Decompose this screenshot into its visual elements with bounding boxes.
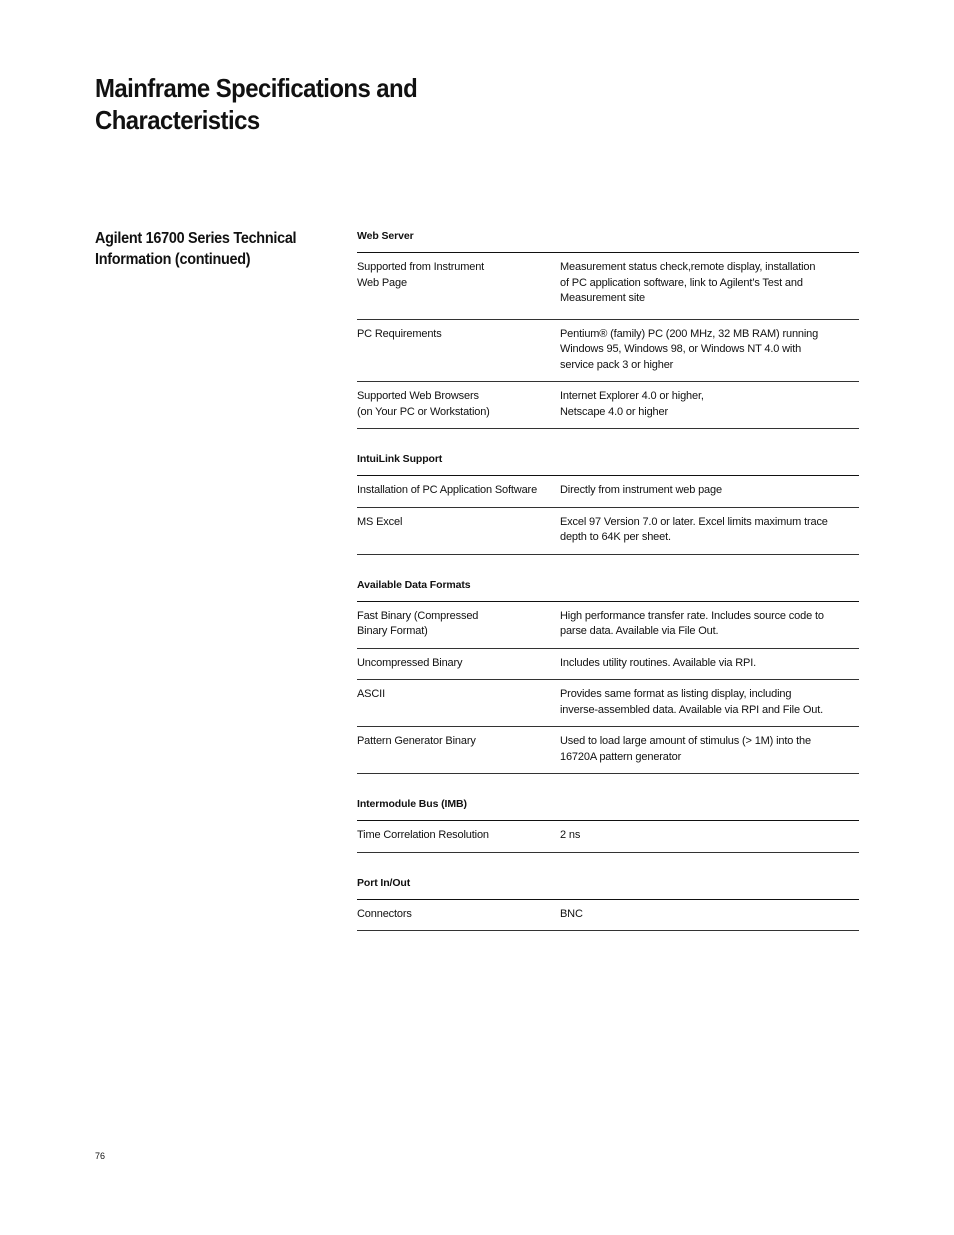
side-heading: Agilent 16700 Series Technical Information (continued) <box>95 230 297 268</box>
table-row <box>357 476 859 508</box>
table-row <box>357 320 859 383</box>
row-value: 2 ns <box>560 829 581 841</box>
row-value: Provides same format as listing display, including inverse-assembled data. Available via RPI and File Out. <box>560 688 824 716</box>
section-intermodule-bus <box>357 796 859 853</box>
row-label: Uncompressed Binary <box>357 656 463 669</box>
row-label: Connectors <box>357 907 412 920</box>
row-label: PC Requirements <box>357 327 442 340</box>
table-row <box>357 253 859 320</box>
row-value: High performance transfer rate. Includes source code to parse data. Available via File Out. <box>560 609 824 637</box>
table-row <box>357 680 859 727</box>
row-value: Excel 97 Version 7.0 or later. Excel limits maximum trace depth to 64K per sheet. <box>560 515 828 543</box>
section-title: Available Data Formats <box>357 577 859 602</box>
row-value: Pentium® (family) PC (200 MHz, 32 MB RAM) running Windows 95, Windows 98, or Windows NT 4.0 with service pack 3 or higher <box>560 327 819 371</box>
table-row <box>357 900 859 932</box>
row-label: Supported from Instrument Web Page <box>357 261 485 289</box>
row-label: Installation of PC Application Software <box>357 484 538 496</box>
table-row <box>357 508 859 555</box>
row-value: Directly from instrument web page <box>560 484 722 496</box>
page-title: Mainframe Specifications and Characteristics <box>95 73 418 135</box>
section-title: Intermodule Bus (IMB) <box>357 796 859 821</box>
row-label: Time Correlation Resolution <box>357 829 489 841</box>
row-label: Fast Binary (Compressed Binary Format) <box>357 609 479 637</box>
row-label: Supported Web Browsers (on Your PC or Workstation) <box>357 390 490 418</box>
row-value: Measurement status check,remote display, installation of PC application software, link to Agilent’s Test and Measurement site <box>560 261 816 304</box>
section-title: Port In/Out <box>357 875 859 900</box>
table-row <box>357 649 859 681</box>
table-row <box>357 821 859 853</box>
section-port-in-out <box>357 875 859 932</box>
row-value: BNC <box>560 907 583 920</box>
row-label: ASCII <box>357 688 385 700</box>
row-value: Internet Explorer 4.0 or higher, Netscape 4.0 or higher <box>560 390 704 418</box>
section-intuilink-support <box>357 451 859 555</box>
section-title: IntuiLink Support <box>357 451 859 476</box>
table-row <box>357 727 859 774</box>
section-available-data-formats <box>357 577 859 775</box>
row-label: Pattern Generator Binary <box>357 735 476 747</box>
section-title: Web Server <box>357 228 859 253</box>
row-value: Used to load large amount of stimulus (> 1M) into the 16720A pattern generator <box>560 735 811 763</box>
table-row <box>357 382 859 429</box>
row-label: MS Excel <box>357 515 403 528</box>
page-number: 76 <box>95 1151 106 1161</box>
table-row <box>357 602 859 649</box>
section-web-server <box>357 228 859 429</box>
row-value: Includes utility routines. Available via RPI. <box>560 656 757 669</box>
spec-tables <box>357 228 859 931</box>
